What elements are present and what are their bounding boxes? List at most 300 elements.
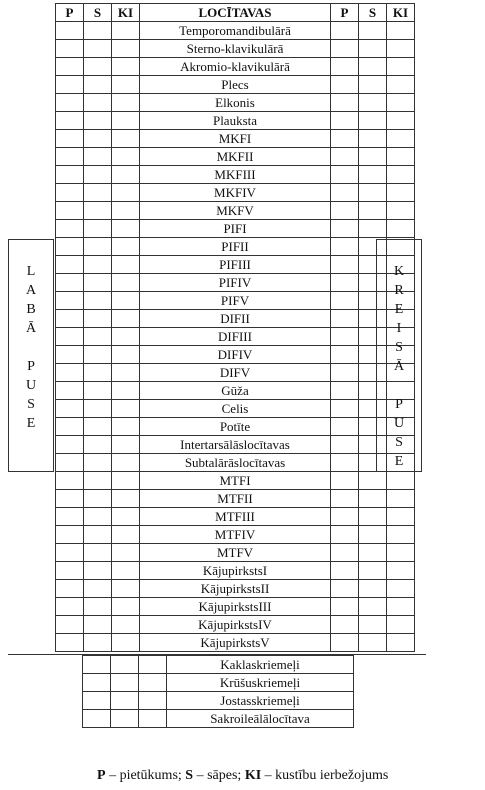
side-letter: E bbox=[394, 302, 404, 317]
empty-cell bbox=[112, 220, 140, 238]
empty-cell bbox=[56, 454, 84, 472]
table-row bbox=[56, 400, 415, 418]
joint-name: KājupirkstsII bbox=[140, 580, 331, 598]
empty-cell bbox=[56, 580, 84, 598]
table-row bbox=[56, 508, 415, 526]
empty-cell bbox=[56, 94, 84, 112]
table-row bbox=[56, 364, 415, 382]
table-row bbox=[56, 616, 415, 634]
side-letter: L bbox=[26, 264, 36, 279]
legend-p-key: P bbox=[97, 768, 106, 783]
table-row bbox=[56, 148, 415, 166]
empty-cell bbox=[84, 166, 112, 184]
right-side-box bbox=[376, 239, 422, 472]
side-letter: S bbox=[27, 397, 35, 412]
empty-cell bbox=[84, 274, 112, 292]
table-row bbox=[83, 656, 354, 674]
empty-cell bbox=[331, 274, 359, 292]
empty-cell bbox=[112, 400, 140, 418]
empty-cell bbox=[387, 616, 415, 634]
empty-cell bbox=[56, 364, 84, 382]
table-row bbox=[56, 94, 415, 112]
table-row bbox=[56, 454, 415, 472]
empty-cell bbox=[387, 490, 415, 508]
empty-cell bbox=[359, 112, 387, 130]
empty-cell bbox=[84, 418, 112, 436]
joint-name: Gūža bbox=[140, 382, 331, 400]
header-p-left: P bbox=[56, 4, 84, 22]
empty-cell bbox=[331, 382, 359, 400]
empty-cell bbox=[387, 148, 415, 166]
joint-name: Celis bbox=[140, 400, 331, 418]
empty-cell bbox=[387, 40, 415, 58]
empty-cell bbox=[359, 22, 387, 40]
empty-cell bbox=[331, 490, 359, 508]
side-letter: U bbox=[25, 378, 37, 393]
empty-cell bbox=[387, 544, 415, 562]
side-letter: K bbox=[393, 264, 405, 279]
empty-cell bbox=[359, 472, 387, 490]
joint-name: MTFII bbox=[140, 490, 331, 508]
empty-cell bbox=[84, 364, 112, 382]
joint-name: Plauksta bbox=[140, 112, 331, 130]
table-row bbox=[56, 346, 415, 364]
joints-table bbox=[55, 3, 415, 652]
empty-cell bbox=[112, 562, 140, 580]
table-row bbox=[56, 634, 415, 652]
empty-cell bbox=[84, 40, 112, 58]
empty-cell bbox=[359, 508, 387, 526]
empty-cell bbox=[56, 634, 84, 652]
side-letter: Ā bbox=[393, 359, 405, 374]
legend bbox=[97, 768, 388, 784]
joint-name: KājupirkstsIV bbox=[140, 616, 331, 634]
empty-cell bbox=[56, 130, 84, 148]
empty-cell bbox=[84, 490, 112, 508]
empty-cell bbox=[112, 148, 140, 166]
empty-cell bbox=[111, 674, 139, 692]
empty-cell bbox=[84, 598, 112, 616]
empty-cell bbox=[387, 58, 415, 76]
empty-cell bbox=[387, 472, 415, 490]
joint-name: PIFI bbox=[140, 220, 331, 238]
empty-cell bbox=[83, 692, 111, 710]
table-row bbox=[56, 166, 415, 184]
empty-cell bbox=[84, 94, 112, 112]
header-s-left: S bbox=[84, 4, 112, 22]
joint-name: PIFII bbox=[140, 238, 331, 256]
empty-cell bbox=[84, 382, 112, 400]
empty-cell bbox=[139, 710, 167, 728]
empty-cell bbox=[84, 112, 112, 130]
empty-cell bbox=[84, 328, 112, 346]
empty-cell bbox=[56, 166, 84, 184]
empty-cell bbox=[56, 328, 84, 346]
empty-cell bbox=[331, 580, 359, 598]
empty-cell bbox=[331, 454, 359, 472]
joint-name: Temporomandibulārā bbox=[140, 22, 331, 40]
empty-cell bbox=[387, 130, 415, 148]
empty-cell bbox=[84, 256, 112, 274]
empty-cell bbox=[359, 526, 387, 544]
side-letter: S bbox=[395, 435, 403, 450]
empty-cell bbox=[112, 364, 140, 382]
joint-name: KājupirkstsIII bbox=[140, 598, 331, 616]
empty-cell bbox=[387, 94, 415, 112]
empty-cell bbox=[387, 202, 415, 220]
joint-name: MKFII bbox=[140, 148, 331, 166]
table-row bbox=[56, 58, 415, 76]
table-row bbox=[56, 328, 415, 346]
empty-cell bbox=[84, 346, 112, 364]
empty-cell bbox=[84, 22, 112, 40]
joint-name: MTFIV bbox=[140, 526, 331, 544]
empty-cell bbox=[111, 656, 139, 674]
empty-cell bbox=[83, 710, 111, 728]
empty-cell bbox=[359, 40, 387, 58]
empty-cell bbox=[112, 112, 140, 130]
table-row bbox=[56, 22, 415, 40]
empty-cell bbox=[331, 598, 359, 616]
left-side-label bbox=[9, 262, 53, 433]
empty-cell bbox=[84, 202, 112, 220]
table-row bbox=[56, 292, 415, 310]
joint-name: Subtalārāslocītavas bbox=[140, 454, 331, 472]
empty-cell bbox=[331, 292, 359, 310]
empty-cell bbox=[112, 310, 140, 328]
empty-cell bbox=[112, 184, 140, 202]
empty-cell bbox=[331, 472, 359, 490]
side-letter: P bbox=[27, 359, 35, 374]
empty-cell bbox=[359, 76, 387, 94]
empty-cell bbox=[84, 76, 112, 94]
spine-joint-name: Jostasskriemeļi bbox=[167, 692, 354, 710]
table-row bbox=[56, 418, 415, 436]
table-row bbox=[56, 274, 415, 292]
empty-cell bbox=[84, 580, 112, 598]
side-letter: U bbox=[393, 416, 405, 431]
table-row bbox=[56, 76, 415, 94]
empty-cell bbox=[84, 310, 112, 328]
empty-cell bbox=[112, 508, 140, 526]
joint-name: MTFIII bbox=[140, 508, 331, 526]
empty-cell bbox=[56, 256, 84, 274]
empty-cell bbox=[56, 382, 84, 400]
empty-cell bbox=[331, 112, 359, 130]
empty-cell bbox=[359, 148, 387, 166]
empty-cell bbox=[84, 184, 112, 202]
legend-p-text: – pietūkums; bbox=[105, 768, 186, 783]
joint-name: MKFIII bbox=[140, 166, 331, 184]
empty-cell bbox=[56, 310, 84, 328]
empty-cell bbox=[112, 130, 140, 148]
empty-cell bbox=[331, 58, 359, 76]
empty-cell bbox=[111, 692, 139, 710]
empty-cell bbox=[359, 580, 387, 598]
legend-ki-key: KI bbox=[244, 768, 262, 783]
empty-cell bbox=[56, 544, 84, 562]
empty-cell bbox=[84, 544, 112, 562]
empty-cell bbox=[56, 220, 84, 238]
empty-cell bbox=[112, 202, 140, 220]
empty-cell bbox=[331, 562, 359, 580]
table-row bbox=[83, 674, 354, 692]
empty-cell bbox=[112, 94, 140, 112]
empty-cell bbox=[84, 454, 112, 472]
empty-cell bbox=[331, 418, 359, 436]
header-ki-left: KI bbox=[112, 4, 140, 22]
empty-cell bbox=[56, 436, 84, 454]
empty-cell bbox=[387, 598, 415, 616]
empty-cell bbox=[112, 472, 140, 490]
empty-cell bbox=[112, 616, 140, 634]
empty-cell bbox=[387, 508, 415, 526]
empty-cell bbox=[84, 58, 112, 76]
empty-cell bbox=[112, 274, 140, 292]
empty-cell bbox=[56, 598, 84, 616]
spine-joint-name: Kaklaskriemeļi bbox=[167, 656, 354, 674]
empty-cell bbox=[112, 580, 140, 598]
empty-cell bbox=[331, 238, 359, 256]
table-row bbox=[56, 472, 415, 490]
table-row bbox=[56, 256, 415, 274]
empty-cell bbox=[84, 292, 112, 310]
joint-name: DIFIV bbox=[140, 346, 331, 364]
joint-name: DIFII bbox=[140, 310, 331, 328]
empty-cell bbox=[331, 166, 359, 184]
empty-cell bbox=[139, 692, 167, 710]
empty-cell bbox=[359, 94, 387, 112]
header-p-right: P bbox=[331, 4, 359, 22]
joint-name: MKFIV bbox=[140, 184, 331, 202]
empty-cell bbox=[56, 76, 84, 94]
table-row bbox=[83, 692, 354, 710]
joint-name: KājupirkstsV bbox=[140, 634, 331, 652]
side-letter: S bbox=[395, 340, 403, 355]
empty-cell bbox=[83, 674, 111, 692]
joint-name: MKFI bbox=[140, 130, 331, 148]
empty-cell bbox=[331, 148, 359, 166]
empty-cell bbox=[56, 112, 84, 130]
empty-cell bbox=[84, 436, 112, 454]
empty-cell bbox=[84, 238, 112, 256]
table-row bbox=[56, 220, 415, 238]
empty-cell bbox=[112, 418, 140, 436]
empty-cell bbox=[112, 22, 140, 40]
empty-cell bbox=[112, 346, 140, 364]
side-letter bbox=[9, 338, 53, 357]
table-row bbox=[56, 544, 415, 562]
empty-cell bbox=[139, 656, 167, 674]
table-row bbox=[56, 526, 415, 544]
empty-cell bbox=[331, 634, 359, 652]
spine-joint-name: Sakroileālālocītava bbox=[167, 710, 354, 728]
joint-name: KājupirkstsI bbox=[140, 562, 331, 580]
joint-name: Akromio-klavikulārā bbox=[140, 58, 331, 76]
empty-cell bbox=[359, 490, 387, 508]
empty-cell bbox=[112, 526, 140, 544]
table-row bbox=[56, 436, 415, 454]
table-row bbox=[56, 562, 415, 580]
empty-cell bbox=[387, 166, 415, 184]
empty-cell bbox=[387, 184, 415, 202]
empty-cell bbox=[56, 616, 84, 634]
side-letter: Ā bbox=[25, 321, 37, 336]
empty-cell bbox=[112, 598, 140, 616]
empty-cell bbox=[112, 238, 140, 256]
empty-cell bbox=[331, 328, 359, 346]
empty-cell bbox=[56, 238, 84, 256]
empty-cell bbox=[331, 508, 359, 526]
empty-cell bbox=[387, 634, 415, 652]
side-letter: I bbox=[396, 321, 402, 336]
empty-cell bbox=[84, 148, 112, 166]
legend-s-key: S bbox=[185, 768, 194, 783]
empty-cell bbox=[56, 346, 84, 364]
header-joints: LOCĪTAVAS bbox=[140, 4, 331, 22]
joint-name: Sterno-klavikulārā bbox=[140, 40, 331, 58]
spine-table bbox=[82, 655, 354, 728]
empty-cell bbox=[387, 580, 415, 598]
empty-cell bbox=[56, 202, 84, 220]
empty-cell bbox=[83, 656, 111, 674]
empty-cell bbox=[56, 58, 84, 76]
empty-cell bbox=[331, 202, 359, 220]
table-row bbox=[56, 130, 415, 148]
table-row bbox=[56, 598, 415, 616]
empty-cell bbox=[387, 220, 415, 238]
left-side-box bbox=[8, 239, 54, 472]
empty-cell bbox=[84, 562, 112, 580]
table-row bbox=[83, 710, 354, 728]
empty-cell bbox=[359, 544, 387, 562]
empty-cell bbox=[112, 292, 140, 310]
empty-cell bbox=[56, 508, 84, 526]
empty-cell bbox=[139, 674, 167, 692]
empty-cell bbox=[56, 472, 84, 490]
empty-cell bbox=[331, 184, 359, 202]
table-row bbox=[56, 112, 415, 130]
side-letter: E bbox=[26, 416, 36, 431]
joint-name: DIFV bbox=[140, 364, 331, 382]
empty-cell bbox=[84, 472, 112, 490]
empty-cell bbox=[359, 220, 387, 238]
joint-name: PIFIII bbox=[140, 256, 331, 274]
empty-cell bbox=[331, 400, 359, 418]
empty-cell bbox=[331, 76, 359, 94]
empty-cell bbox=[112, 382, 140, 400]
empty-cell bbox=[387, 562, 415, 580]
joint-name: PIFIV bbox=[140, 274, 331, 292]
empty-cell bbox=[331, 526, 359, 544]
empty-cell bbox=[56, 148, 84, 166]
empty-cell bbox=[84, 634, 112, 652]
empty-cell bbox=[56, 184, 84, 202]
empty-cell bbox=[56, 22, 84, 40]
empty-cell bbox=[112, 166, 140, 184]
empty-cell bbox=[359, 202, 387, 220]
empty-cell bbox=[56, 274, 84, 292]
empty-cell bbox=[331, 22, 359, 40]
side-letter: E bbox=[394, 454, 404, 469]
empty-cell bbox=[331, 256, 359, 274]
empty-cell bbox=[359, 130, 387, 148]
empty-cell bbox=[331, 220, 359, 238]
joint-name: Elkonis bbox=[140, 94, 331, 112]
empty-cell bbox=[387, 526, 415, 544]
empty-cell bbox=[331, 94, 359, 112]
table-row bbox=[56, 238, 415, 256]
empty-cell bbox=[331, 544, 359, 562]
empty-cell bbox=[331, 346, 359, 364]
table-row bbox=[56, 310, 415, 328]
empty-cell bbox=[387, 112, 415, 130]
empty-cell bbox=[359, 598, 387, 616]
joint-name: Potīte bbox=[140, 418, 331, 436]
empty-cell bbox=[56, 562, 84, 580]
side-letter: A bbox=[25, 283, 37, 298]
joint-name: DIFIII bbox=[140, 328, 331, 346]
joint-name: MTFI bbox=[140, 472, 331, 490]
empty-cell bbox=[56, 400, 84, 418]
empty-cell bbox=[56, 292, 84, 310]
empty-cell bbox=[112, 436, 140, 454]
empty-cell bbox=[112, 40, 140, 58]
empty-cell bbox=[84, 130, 112, 148]
empty-cell bbox=[331, 436, 359, 454]
empty-cell bbox=[111, 710, 139, 728]
joint-name: Intertarsālāslocītavas bbox=[140, 436, 331, 454]
side-letter: R bbox=[394, 283, 404, 298]
empty-cell bbox=[112, 256, 140, 274]
empty-cell bbox=[112, 544, 140, 562]
empty-cell bbox=[84, 526, 112, 544]
empty-cell bbox=[331, 130, 359, 148]
table-row bbox=[56, 490, 415, 508]
table-header bbox=[56, 4, 415, 22]
empty-cell bbox=[331, 616, 359, 634]
side-letter bbox=[377, 376, 421, 395]
empty-cell bbox=[359, 634, 387, 652]
empty-cell bbox=[387, 76, 415, 94]
empty-cell bbox=[359, 616, 387, 634]
empty-cell bbox=[359, 184, 387, 202]
empty-cell bbox=[56, 526, 84, 544]
right-side-label bbox=[377, 262, 421, 471]
table-row bbox=[56, 184, 415, 202]
empty-cell bbox=[84, 400, 112, 418]
empty-cell bbox=[387, 22, 415, 40]
joint-name: MKFV bbox=[140, 202, 331, 220]
table-row bbox=[56, 40, 415, 58]
empty-cell bbox=[56, 40, 84, 58]
table-row bbox=[56, 202, 415, 220]
legend-ki-text: – kustību ierbežojums bbox=[261, 768, 389, 783]
joint-name: PIFV bbox=[140, 292, 331, 310]
spine-joint-name: Krūšuskriemeļi bbox=[167, 674, 354, 692]
empty-cell bbox=[359, 166, 387, 184]
empty-cell bbox=[112, 454, 140, 472]
empty-cell bbox=[112, 490, 140, 508]
empty-cell bbox=[56, 418, 84, 436]
empty-cell bbox=[331, 310, 359, 328]
joint-name: Plecs bbox=[140, 76, 331, 94]
table-row bbox=[56, 580, 415, 598]
empty-cell bbox=[112, 328, 140, 346]
side-letter: B bbox=[26, 302, 36, 317]
empty-cell bbox=[331, 364, 359, 382]
empty-cell bbox=[112, 634, 140, 652]
